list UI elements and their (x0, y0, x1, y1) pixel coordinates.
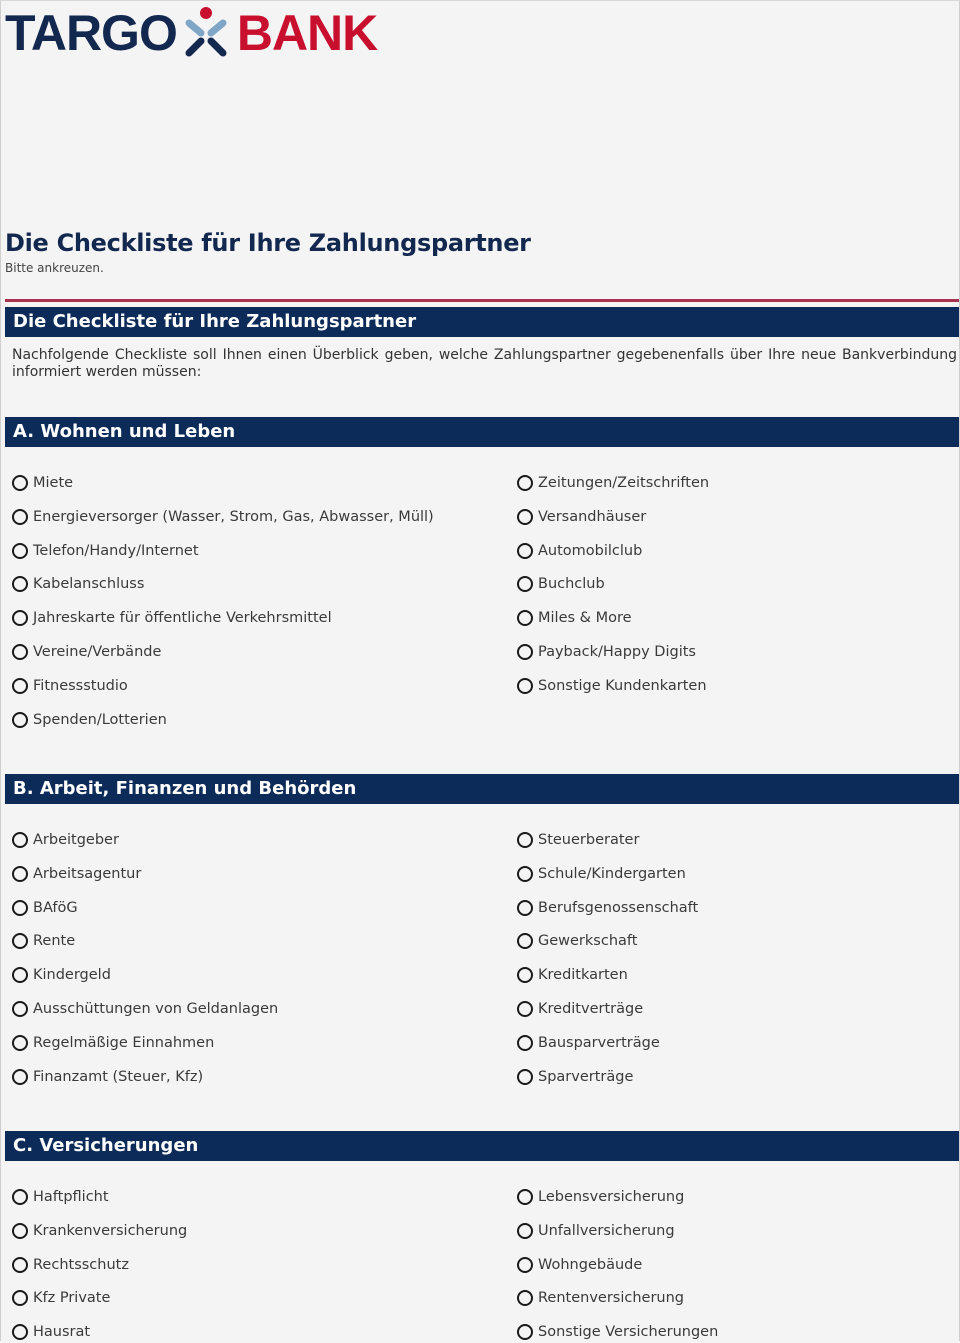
radio-circle-icon[interactable] (517, 933, 533, 949)
checklist-item-label: Sonstige Versicherungen (538, 1324, 719, 1340)
checklist-item[interactable] (517, 897, 698, 919)
checklist-item-label: Wohngebäude (538, 1257, 643, 1273)
checklist-item-label: Spenden/Lotterien (33, 712, 167, 728)
checklist-item-label: Rente (33, 933, 76, 949)
radio-circle-icon[interactable] (12, 678, 28, 694)
checklist-item[interactable] (517, 573, 605, 595)
checklist-item-label: Miete (33, 475, 74, 491)
checklist-item-label: Rentenversicherung (538, 1290, 685, 1306)
targobank-logo (5, 3, 377, 63)
checklist-item-label: Sparverträge (538, 1069, 634, 1085)
checklist-item-label: Arbeitsagentur (33, 866, 142, 882)
radio-circle-icon[interactable] (12, 832, 28, 848)
radio-circle-icon[interactable] (12, 1257, 28, 1273)
checklist-item[interactable] (12, 472, 73, 494)
radio-circle-icon[interactable] (12, 1223, 28, 1239)
checklist-item[interactable] (517, 506, 646, 528)
radio-circle-icon[interactable] (517, 1223, 533, 1239)
checklist-item-label: Berufsgenossenschaft (538, 900, 699, 916)
checklist-item[interactable] (12, 675, 128, 697)
checklist-item-label: Kfz Private (33, 1290, 111, 1306)
checklist-item-label: Ausschüttungen von Geldanlagen (33, 1001, 279, 1017)
checklist-item-label: Jahreskarte für öffentliche Verkehrsmittel (33, 610, 332, 626)
radio-circle-icon[interactable] (12, 576, 28, 592)
radio-circle-icon[interactable] (517, 576, 533, 592)
checklist-item-label: Fitnessstudio (33, 678, 128, 694)
radio-circle-icon[interactable] (517, 678, 533, 694)
radio-circle-icon[interactable] (12, 1069, 28, 1085)
intro-heading: Die Checkliste für Ihre Zahlungspartner (5, 307, 959, 337)
page-subtitle: Bitte ankreuzen. (5, 261, 104, 275)
radio-circle-icon[interactable] (517, 1257, 533, 1273)
checklist-item[interactable] (517, 998, 643, 1020)
radio-circle-icon[interactable] (12, 900, 28, 916)
checklist-item[interactable] (517, 1287, 684, 1309)
checklist-item[interactable] (517, 930, 637, 952)
radio-circle-icon[interactable] (12, 1189, 28, 1205)
radio-circle-icon[interactable] (517, 1035, 533, 1051)
checklist-item-label: Hausrat (33, 1324, 91, 1340)
checklist-item[interactable] (517, 863, 686, 885)
checklist-item-label: Unfallversicherung (538, 1223, 675, 1239)
checklist-item[interactable] (12, 1321, 90, 1343)
section-heading: B. Arbeit, Finanzen und Behörden (5, 774, 959, 804)
checklist-item[interactable] (517, 1032, 660, 1054)
checklist-item[interactable] (12, 897, 78, 919)
checklist-item-label: Vereine/Verbände (33, 644, 162, 660)
checklist-item[interactable] (12, 1220, 187, 1242)
checklist-item[interactable] (12, 964, 111, 986)
radio-circle-icon[interactable] (517, 1324, 533, 1340)
checklist-item[interactable] (517, 540, 642, 562)
checklist-item[interactable] (12, 863, 141, 885)
checklist-item-label: Miles & More (538, 610, 632, 626)
radio-circle-icon[interactable] (12, 1290, 28, 1306)
checklist-item[interactable] (12, 709, 167, 731)
checklist-item-label: Buchclub (538, 576, 605, 592)
radio-circle-icon[interactable] (12, 475, 28, 491)
checklist-item-label: Krankenversicherung (33, 1223, 188, 1239)
checklist-item[interactable] (12, 641, 161, 663)
logo-figure-icon (183, 5, 229, 61)
checklist-item[interactable] (517, 607, 632, 629)
radio-circle-icon[interactable] (517, 1290, 533, 1306)
checklist-item-label: BAföG (33, 900, 78, 916)
logo-word-bank: BANK (236, 5, 378, 61)
checklist-item[interactable] (12, 1032, 214, 1054)
radio-circle-icon[interactable] (517, 543, 533, 559)
radio-circle-icon[interactable] (517, 610, 533, 626)
checklist-item-label: Steuerberater (538, 832, 640, 848)
checklist-item[interactable] (517, 964, 628, 986)
radio-circle-icon[interactable] (517, 967, 533, 983)
checklist-item[interactable] (12, 1287, 110, 1309)
radio-circle-icon[interactable] (517, 1001, 533, 1017)
checklist-item-label: Kindergeld (33, 967, 111, 983)
radio-circle-icon[interactable] (12, 644, 28, 660)
radio-circle-icon[interactable] (12, 543, 28, 559)
checklist-item-label: Sonstige Kundenkarten (538, 678, 707, 694)
checklist-item[interactable] (12, 930, 75, 952)
checklist-item[interactable] (12, 1066, 203, 1088)
checklist-item[interactable] (517, 1066, 633, 1088)
radio-circle-icon[interactable] (517, 1189, 533, 1205)
checklist-item-label: Bausparverträge (538, 1035, 660, 1051)
radio-circle-icon[interactable] (12, 866, 28, 882)
checklist-item-label: Telefon/Handy/Internet (33, 543, 199, 559)
checklist-item[interactable] (517, 675, 707, 697)
divider-rule (5, 299, 959, 302)
section-heading: A. Wohnen und Leben (5, 417, 959, 447)
checklist-item-label: Regelmäßige Einnahmen (33, 1035, 215, 1051)
checklist-item[interactable] (517, 1254, 642, 1276)
checklist-item-label: Kabelanschluss (33, 576, 145, 592)
radio-circle-icon[interactable] (12, 967, 28, 983)
checklist-item-label: Payback/Happy Digits (538, 644, 696, 660)
radio-circle-icon[interactable] (12, 1324, 28, 1340)
checklist-item[interactable] (517, 1321, 718, 1343)
radio-circle-icon[interactable] (517, 900, 533, 916)
checklist-item[interactable] (517, 1220, 675, 1242)
checklist-item[interactable] (12, 1186, 109, 1208)
checklist-item-label: Versandhäuser (538, 509, 647, 525)
checklist-item[interactable] (12, 607, 332, 629)
radio-circle-icon[interactable] (517, 832, 533, 848)
checklist-item-label: Arbeitgeber (33, 832, 119, 848)
checklist-item-label: Rechtsschutz (33, 1257, 129, 1273)
intro-text: Nachfolgende Checkliste soll Ihnen einen Überblick geben, welche Zahlungspartner gegebenenfalls über Ihre neue Bankverbindung informiert werden müssen: (12, 347, 957, 380)
radio-circle-icon[interactable] (517, 1069, 533, 1085)
page-title: Die Checkliste für Ihre Zahlungspartner (5, 229, 531, 257)
checklist-item-label: Lebensversicherung (538, 1189, 685, 1205)
section-heading: C. Versicherungen (5, 1131, 959, 1161)
radio-circle-icon[interactable] (517, 475, 533, 491)
checklist-item-label: Automobilclub (538, 543, 643, 559)
checklist-item-label: Gewerkschaft (538, 933, 638, 949)
checklist-item[interactable] (12, 829, 119, 851)
checklist-item[interactable] (12, 998, 278, 1020)
checklist-item-label: Schule/Kindergarten (538, 866, 686, 882)
logo-word-targo: TARGO (5, 5, 177, 61)
checklist-item-label: Haftpflicht (33, 1189, 109, 1205)
radio-circle-icon[interactable] (517, 866, 533, 882)
radio-circle-icon[interactable] (517, 509, 533, 525)
checklist-item[interactable] (517, 472, 709, 494)
radio-circle-icon[interactable] (517, 644, 533, 660)
radio-circle-icon[interactable] (12, 509, 28, 525)
checklist-item[interactable] (12, 1254, 129, 1276)
radio-circle-icon[interactable] (12, 1001, 28, 1017)
checklist-item[interactable] (12, 506, 434, 528)
checklist-item-label: Kreditverträge (538, 1001, 644, 1017)
checklist-item[interactable] (517, 829, 639, 851)
radio-circle-icon[interactable] (12, 933, 28, 949)
checklist-item-label: Finanzamt (Steuer, Kfz) (33, 1069, 204, 1085)
checklist-item-label: Zeitungen/Zeitschriften (538, 475, 710, 491)
radio-circle-icon[interactable] (12, 712, 28, 728)
radio-circle-icon[interactable] (12, 1035, 28, 1051)
radio-circle-icon[interactable] (12, 610, 28, 626)
checklist-item-label: Energieversorger (Wasser, Strom, Gas, Abwasser, Müll) (33, 509, 434, 525)
checklist-item[interactable] (517, 641, 696, 663)
checklist-item[interactable] (12, 540, 199, 562)
checklist-item-label: Kreditkarten (538, 967, 628, 983)
checklist-item[interactable] (12, 573, 144, 595)
checklist-item[interactable] (517, 1186, 684, 1208)
